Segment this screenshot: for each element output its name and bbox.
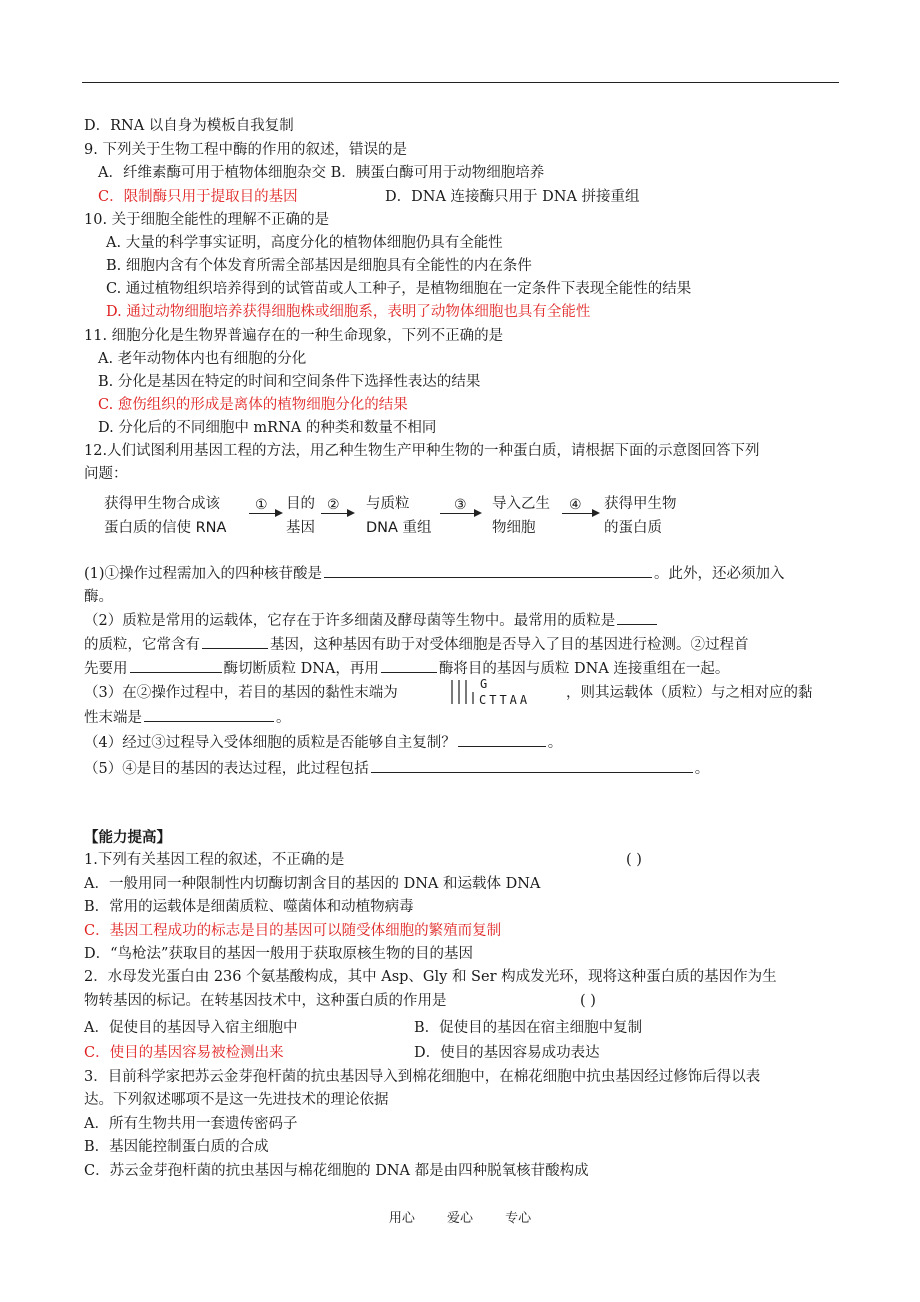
flow-box-protein-line2: 的蛋白质 xyxy=(604,520,662,536)
flow-box-mrna-line2: 蛋白质的信使 RNA xyxy=(104,520,227,536)
arrow-icon xyxy=(440,513,480,514)
text-line-6: B. 细胞内含有个体发育所需全部基因是细胞具有全能性的内在条件 xyxy=(106,258,532,274)
text-line-3: D．DNA 连接酶只用于 DNA 拼接重组 xyxy=(385,189,640,205)
text-line-27: B．基因能控制蛋白质的合成 xyxy=(84,1139,269,1155)
text-line-2: A．纤维素酶可用于植物体细胞杂交 B．胰蛋白酶可用于动物细胞培养 xyxy=(98,165,545,181)
flow-box-transfer xyxy=(492,494,550,538)
text-line-25: 达。下列叙述哪项不是这一先进技术的理论依据 xyxy=(84,1092,389,1108)
sticky-end-top: G xyxy=(480,677,488,691)
text-line-17: B．常用的运载体是细菌质粒、噬菌体和动植物病毒 xyxy=(84,899,414,915)
text-line-26: A．所有生物共用一套遗传密码子 xyxy=(84,1116,298,1132)
answer-blank[interactable] xyxy=(371,758,693,773)
header-rule xyxy=(82,82,839,83)
flow-box-mrna-line1: 获得甲生物合成该 xyxy=(104,496,220,512)
sticky-end-bottom: CTTAA xyxy=(479,693,531,707)
q12-part5 xyxy=(84,758,709,779)
q12-part3-tail xyxy=(566,683,813,703)
text-line-28: C．苏云金芽孢杆菌的抗虫基因与棉花细胞的 DNA 都是由四种脱氧核苷酸构成 xyxy=(84,1163,589,1179)
q12-part2-text4: 先要用 xyxy=(84,661,128,677)
answer-blank[interactable] xyxy=(202,634,268,649)
flow-step-4: ④ xyxy=(569,497,582,513)
q12-part2-text2: 的质粒，它常含有 xyxy=(84,637,200,653)
text-line-24: 3．目前科学家把苏云金芽孢杆菌的抗虫基因导入到棉花细胞中，在棉花细胞中抗虫基因经过修饰后得以表 xyxy=(84,1069,761,1085)
text-line-11: D. 分化后的不同细胞中 mRNA 的种类和数量不相同 xyxy=(98,420,437,436)
flow-box-transfer-line1: 导入乙生 xyxy=(492,496,550,512)
text-line-9: A. 老年动物体内也有细胞的分化 xyxy=(98,351,307,367)
q12-part4-tail: 。 xyxy=(547,735,563,751)
answer-blank[interactable] xyxy=(617,610,657,625)
answer-bracket-q1: ( ) xyxy=(626,852,642,868)
text-line-15: 1.下列有关基因工程的叙述，不正确的是 xyxy=(84,852,345,868)
q12-part5-text: （5）④是目的基因的表达过程，此过程包括 xyxy=(84,761,369,777)
text-line-14: 酶。 xyxy=(84,589,113,605)
text-line-21: A．促使目的基因导入宿主细胞中 xyxy=(84,1020,298,1036)
q12-part5-tail: 。 xyxy=(694,761,710,777)
answer-line-2: C. 愈伤组织的形成是离体的植物细胞分化的结果 xyxy=(98,397,408,413)
q12-part2-text: （2）质粒是常用的运载体，它存在于许多细菌及酵母菌等生物中。最常用的质粒是 xyxy=(84,613,616,629)
q12-part4-text: （4）经过③过程导入受体细胞的质粒是否能够自主复制？ xyxy=(84,735,456,751)
q12-part4 xyxy=(84,732,562,753)
flow-step-3: ③ xyxy=(454,497,467,513)
q12-part2-text3: 基因，这种基因有助于对受体细胞是否导入了目的基因进行检测。②过程首 xyxy=(270,637,749,653)
q12-part3-line1 xyxy=(84,683,398,703)
text-line-19: 2．水母发光蛋白由 236 个氨基酸构成，其中 Asp、Gly 和 Ser 构成发光环，现将这种蛋白质的基因作为生 xyxy=(84,969,777,985)
text-line-7: C. 通过植物组织培养得到的试管苗或人工种子，是植物细胞在一定条件下表现全能性的结果 xyxy=(106,281,692,297)
flow-box-recombine-line1: 与质粒 xyxy=(366,496,410,512)
arrow-icon xyxy=(562,513,598,514)
text-line-0: D．RNA 以自身为模板自我复制 xyxy=(84,118,294,134)
text-line-16: A．一般用同一种限制性内切酶切割含目的基因的 DNA 和运载体 DNA xyxy=(84,876,541,892)
q12-part2-line1 xyxy=(84,610,659,631)
flow-box-protein-line1: 获得甲生物 xyxy=(604,496,677,512)
answer-bracket-q2: ( ) xyxy=(580,993,596,1009)
q12-part2-text5: 酶切断质粒 DNA，再用 xyxy=(223,661,379,677)
flow-box-mrna xyxy=(104,494,226,538)
q12-part2-line3 xyxy=(84,658,729,679)
arrow-icon xyxy=(321,513,353,514)
answer-blank[interactable] xyxy=(324,563,652,578)
page-footer xyxy=(0,1207,920,1226)
answer-blank[interactable] xyxy=(381,658,437,673)
text-line-1: 9. 下列关于生物工程中酶的作用的叙述，错误的是 xyxy=(84,142,407,158)
flow-box-gene-line1: 目的 xyxy=(286,496,315,512)
flow-step-2: ② xyxy=(327,497,340,513)
q12-part3-text4: 。 xyxy=(276,710,291,726)
answer-line-0: C．限制酶只用于提取目的基因 xyxy=(98,189,298,205)
flow-box-gene xyxy=(286,494,315,538)
q12-part2-text6: 酶将目的基因与质粒 DNA 连接重组在一起。 xyxy=(438,661,730,677)
q12-part3-text2: ，则其运载体（质粒）与之相对应的黏 xyxy=(566,685,813,701)
flow-box-gene-line2: 基因 xyxy=(286,520,315,536)
q12-part1-tail: 。此外，还必须加入 xyxy=(654,566,785,582)
q12-part3-line2 xyxy=(84,707,291,728)
text-line-4: 10. 关于细胞全能性的理解不正确的是 xyxy=(84,212,330,228)
text-line-8: 11. 细胞分化是生物界普遍存在的一种生命现象，下列不正确的是 xyxy=(84,328,504,344)
arrow-icon xyxy=(249,513,281,514)
flow-box-recombine xyxy=(366,494,432,538)
text-line-18: D．“鸟枪法”获取目的基因一般用于获取原核生物的目的基因 xyxy=(84,946,473,962)
flow-box-transfer-line2: 物细胞 xyxy=(492,520,536,536)
text-line-20: 物转基因的标记。在转基因技术中，这种蛋白质的作用是 xyxy=(84,993,447,1009)
q12-part3-text3: 性末端是 xyxy=(84,710,142,726)
text-line-22: B．促使目的基因在宿主细胞中复制 xyxy=(414,1020,643,1036)
answer-line-3: C．基因工程成功的标志是目的基因可以随受体细胞的繁殖而复制 xyxy=(84,923,502,939)
answer-line-1: D. 通过动物细胞培养获得细胞株或细胞系，表明了动物体细胞也具有全能性 xyxy=(106,304,591,320)
footer-text-2: 爱心 xyxy=(446,1211,473,1226)
text-line-10: B. 分化是基因在特定的时间和空间条件下选择性表达的结果 xyxy=(98,374,481,390)
q12-part1-text: (1)①操作过程需加入的四种核苷酸是 xyxy=(84,566,323,582)
section-title: 【能力提高】 xyxy=(84,829,171,846)
answer-blank[interactable] xyxy=(144,707,274,722)
answer-blank[interactable] xyxy=(130,658,222,673)
answer-blank[interactable] xyxy=(458,732,546,747)
footer-text-1: 用心 xyxy=(388,1211,415,1226)
flow-step-1: ① xyxy=(255,497,268,513)
flow-box-protein xyxy=(604,494,677,538)
q12-part1 xyxy=(84,563,785,584)
flow-box-recombine-line2: DNA 重组 xyxy=(366,520,432,536)
text-line-23: D．使目的基因容易成功表达 xyxy=(414,1045,600,1061)
footer-text-3: 专心 xyxy=(505,1211,532,1226)
sticky-end-bars-icon xyxy=(448,678,476,706)
q12-part2-line2 xyxy=(84,634,749,655)
q12-part3-text: （3）在②操作过程中，若目的基因的黏性末端为 xyxy=(84,685,398,701)
text-line-13: 问题： xyxy=(84,466,128,482)
answer-line-4: C．使目的基因容易被检测出来 xyxy=(84,1045,284,1061)
text-line-5: A. 大量的科学事实证明，高度分化的植物体细胞仍具有全能性 xyxy=(106,235,503,251)
text-line-12: 12.人们试图利用基因工程的方法，用乙种生物生产甲种生物的一种蛋白质，请根据下面的示意图回答下列 xyxy=(84,443,760,459)
